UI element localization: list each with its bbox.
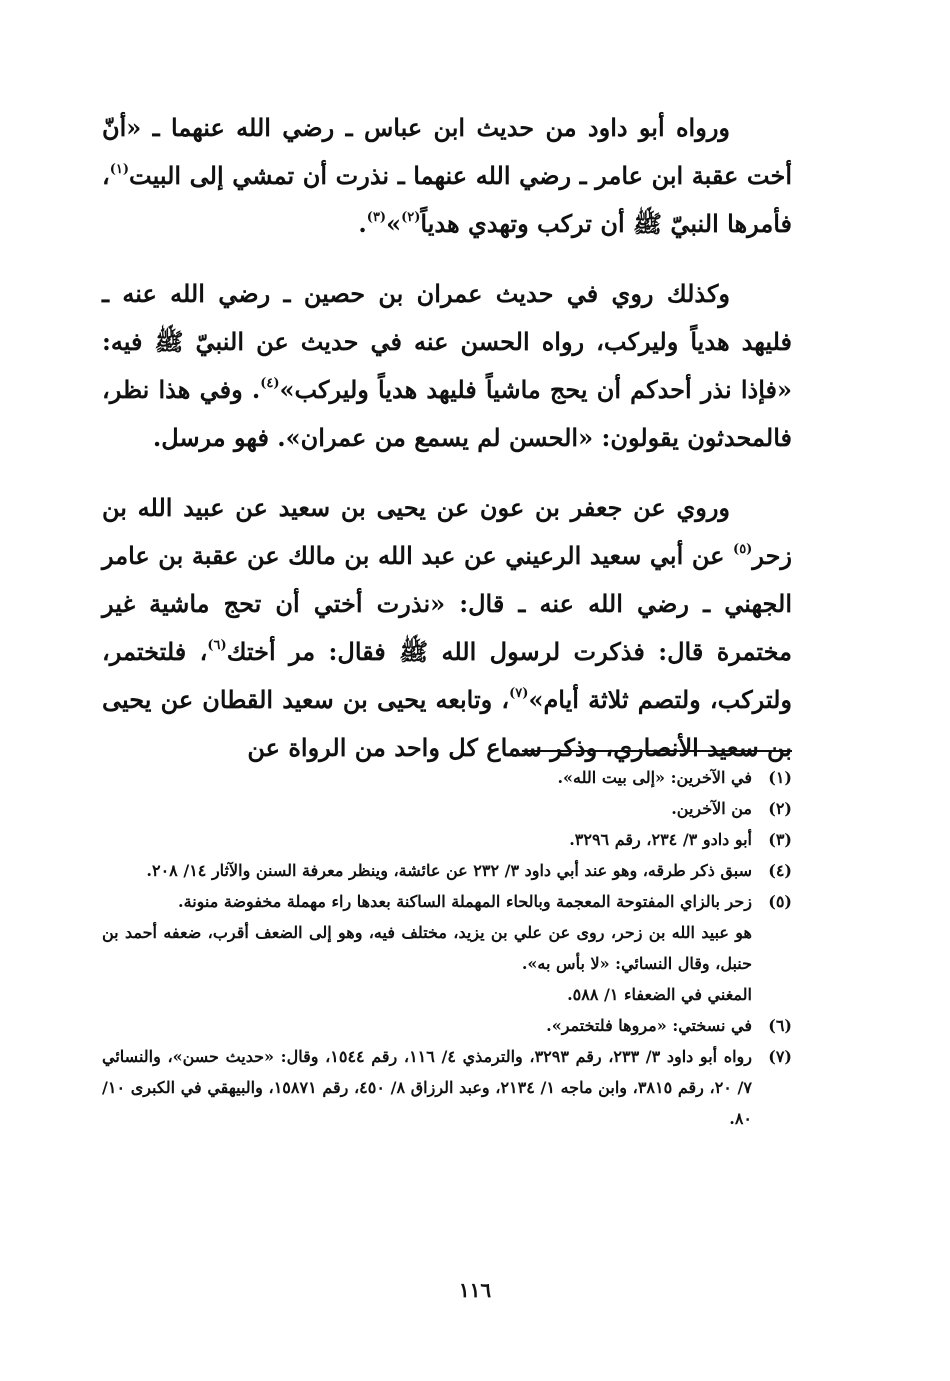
paragraph-text: ، فلتختمر، ولتركب، ولتصم ثلاثة أيام»	[102, 637, 793, 714]
footnote-text: في الآخرين: «إلى بيت الله».	[557, 768, 752, 787]
footnote-number: (١)	[768, 768, 792, 787]
paragraph-text: ، فأمرها النبيّ ﷺ أن تركب وتهدي هدياً	[102, 161, 792, 238]
footnote-text: في نسختي: «مروها فلتختمر».	[546, 1016, 752, 1035]
paragraph	[102, 104, 792, 248]
paragraph-text: .	[358, 209, 367, 238]
page-number: ١١٦	[458, 1278, 492, 1302]
paragraph-text: وروي عن جعفر بن عون عن يحيى بن سعيد عن عبيد الله بن زحر	[102, 493, 792, 570]
footnote-text: زحر بالزاي المفتوحة المعجمة وبالحاء المهملة الساكنة بعدها راء مهملة مخفوضة منونة.	[178, 892, 752, 911]
footnote-separator	[522, 750, 792, 752]
footnote-text: أبو دادو ٣/ ٢٣٤، رقم ٣٢٩٦.	[569, 830, 752, 849]
paragraph-text: »	[386, 209, 402, 238]
footnote-ref: (٢)	[401, 210, 421, 225]
paragraph-text: ورواه أبو داود من حديث ابن عباس ـ رضي الله عنهما ـ «أنّ أخت عقبة ابن عامر ـ رضي الله عنهما ـ نذرت أن تمشي إلى البيت	[102, 113, 792, 190]
footnote-continuation	[102, 917, 792, 1010]
footnote-text: من الآخرين.	[671, 799, 752, 818]
footnote	[102, 855, 792, 886]
footnote-ref: (١)	[109, 162, 130, 177]
footnote-number: (٧)	[768, 1047, 792, 1066]
footnote	[102, 762, 792, 793]
footnote-number: (٣)	[768, 830, 792, 849]
footnote	[102, 793, 792, 824]
footnote-continuation-line: هو عبيد الله بن زحر، روى عن علي بن يزيد، مختلف فيه، وهو إلى الضعف أقرب، ضعفه أحمد بن حنبل، وقال النسائي: «لا بأس به».	[102, 923, 752, 973]
footnote-ref: (٣)	[366, 210, 387, 225]
paragraph-text: وكذلك روي في حديث عمران بن حصين ـ رضي الله عنه ـ فليهد هدياً وليركب، رواه الحسن عنه في حديث عن النبيّ ﷺ فيه: «فإذا نذر أحدكم أن يحج ماشياً فليهد هدياً وليركب»	[102, 279, 793, 404]
paragraph	[102, 270, 792, 462]
paragraph	[102, 484, 792, 772]
footnote-text: رواه أبو داود ٣/ ٢٣٣، رقم ٣٢٩٣، والترمذي ٤/ ١١٦، رقم ١٥٤٤، وقال: «حديث حسن»، والنسائي ٧/ ٢٠، رقم ٣٨١٥، وابن ماجه ١/ ٢١٣٤، وعبد الرزاق ٨/ ٤٥٠، رقم ١٥٨٧١، والبيهقي في الكبرى ١٠/ ٨٠.	[102, 1047, 753, 1128]
paragraph-text: ، وتابعه يحيى بن سعيد القطان عن يحيى بن سعيد الأنصاري، وذكر سماع كل واحد من الرواة عن	[102, 685, 792, 762]
footnote-ref: (٧)	[509, 686, 529, 701]
main-text	[102, 104, 792, 794]
footnote-ref: (٤)	[260, 376, 280, 391]
footnote	[102, 1041, 792, 1134]
footnote-number: (٢)	[768, 799, 792, 818]
footnote	[102, 824, 792, 855]
footnote-number: (٥)	[768, 892, 792, 911]
footnote-continuation-line: المغني في الضعفاء ١/ ٥٨٨.	[567, 985, 752, 1004]
footnote	[102, 1010, 792, 1041]
footnotes	[102, 762, 792, 1134]
paragraph-text: عن أبي سعيد الرعيني عن عبد الله بن مالك عن عقبة بن عامر الجهني ـ رضي الله عنه ـ قال: «نذرت أختي أن تحج ماشية غير مختمرة قال: فذكرت لرسول الله ﷺ فقال: مر أختك	[102, 541, 792, 666]
footnote	[102, 886, 792, 917]
footnote-number: (٤)	[768, 861, 792, 880]
footnote-text: سبق ذكر طرقه، وهو عند أبي داود ٣/ ٢٣٢ عن عائشة، وينظر معرفة السنن والآثار ١٤/ ٢٠٨.	[146, 861, 752, 880]
paragraph-text: . وفي هذا نظر، فالمحدثون يقولون: «الحسن لم يسمع من عمران». فهو مرسل.	[102, 375, 792, 452]
footnote-number: (٦)	[768, 1016, 792, 1035]
footnote-ref: (٥)	[733, 542, 753, 557]
footnote-ref: (٦)	[207, 638, 227, 653]
